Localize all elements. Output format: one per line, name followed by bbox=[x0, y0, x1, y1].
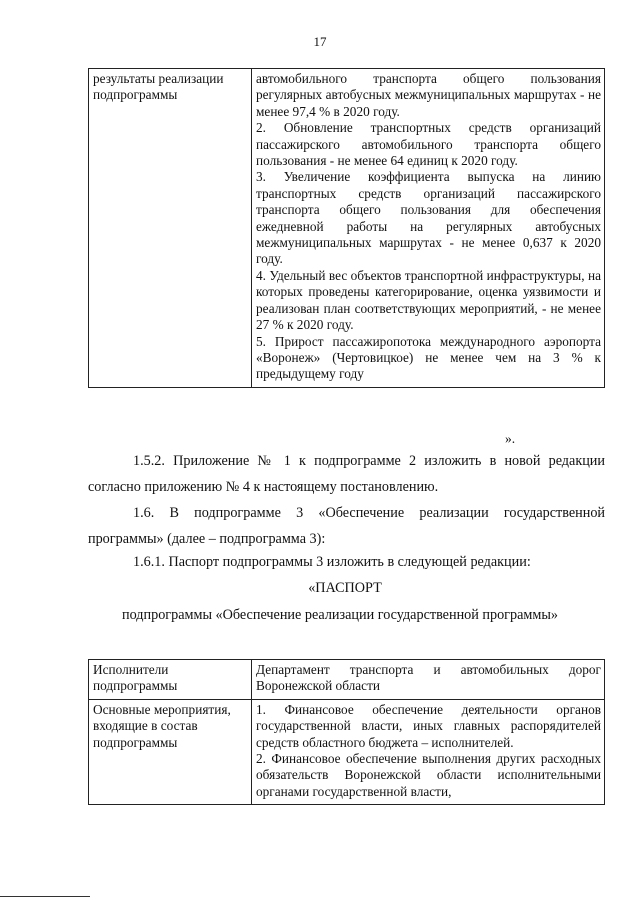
result-item: 3. Увеличение коэффициента выпуска на линию транспортных средств организаций пассажирского транспорта общего пользования для обеспечения ежедневной работы на регулярных автобусных межмуниципальных маршрутах - не менее 0,637 к 2020 году. bbox=[256, 169, 601, 267]
passport-table bbox=[88, 659, 605, 805]
row-value bbox=[252, 699, 605, 804]
result-item: 5. Прирост пассажиропотока международного аэропорта «Воронеж» (Чертовицкое) не менее чем на 3 % к предыдущему году bbox=[256, 333, 601, 382]
row-label: Исполнители подпрограммы bbox=[89, 660, 252, 700]
result-item: 2. Обновление транспортных средств организаций пассажирского автомобильного транспорта общего пользования - не менее 64 единиц к 2020 году. bbox=[256, 120, 601, 169]
result-item: 4. Удельный вес объектов транспортной инфраструктуры, на которых проведены категорирование, оценка уязвимости и реализован план соответствующих мероприятий, - не менее 27 % к 2020 году. bbox=[256, 267, 601, 333]
passport-heading: «ПАСПОРТ bbox=[308, 580, 382, 596]
table-row bbox=[89, 660, 605, 700]
table-row bbox=[89, 69, 605, 388]
row-value: Департамент транспорта и автомобильных дорог Воронежской области bbox=[252, 660, 605, 700]
activity-item: 2. Финансовое обеспечение выполнения других расходных обязательств Воронежской области исполнительными органами государственной власти, bbox=[256, 751, 601, 799]
table-row bbox=[89, 699, 605, 804]
paragraph-1-6: 1.6. В подпрограмме 3 «Обеспечение реализации государственной программы» (далее – подпрограмма 3): bbox=[88, 505, 605, 547]
closing-quote: ». bbox=[505, 431, 516, 446]
row-label: Основные мероприятия, входящие в состав подпрограммы bbox=[89, 699, 252, 804]
activity-item: 1. Финансовое обеспечение деятельности органов государственной власти, иных главных распорядителей средств областного бюджета – исполнителей. bbox=[256, 701, 601, 750]
subprogram-results-table bbox=[88, 68, 605, 388]
paragraph-1-5-2: 1.5.2. Приложение № 1 к подпрограмме 2 изложить в новой редакции согласно приложению № 4 к настоящему постановлению. bbox=[88, 453, 605, 495]
footer-rule bbox=[0, 896, 90, 897]
page-number: 17 bbox=[313, 34, 327, 49]
passport-subheading: подпрограммы «Обеспечение реализации государственной программы» bbox=[122, 607, 558, 623]
row-value bbox=[252, 69, 605, 388]
result-item: автомобильного транспорта общего пользования регулярных автобусных межмуниципальных маршрутах - не менее 97,4 % в 2020 году. bbox=[256, 71, 601, 119]
paragraph-1-6-1: 1.6.1. Паспорт подпрограммы 3 изложить в следующей редакции: bbox=[133, 554, 531, 570]
row-label: результаты реализации подпрограммы bbox=[89, 69, 252, 388]
